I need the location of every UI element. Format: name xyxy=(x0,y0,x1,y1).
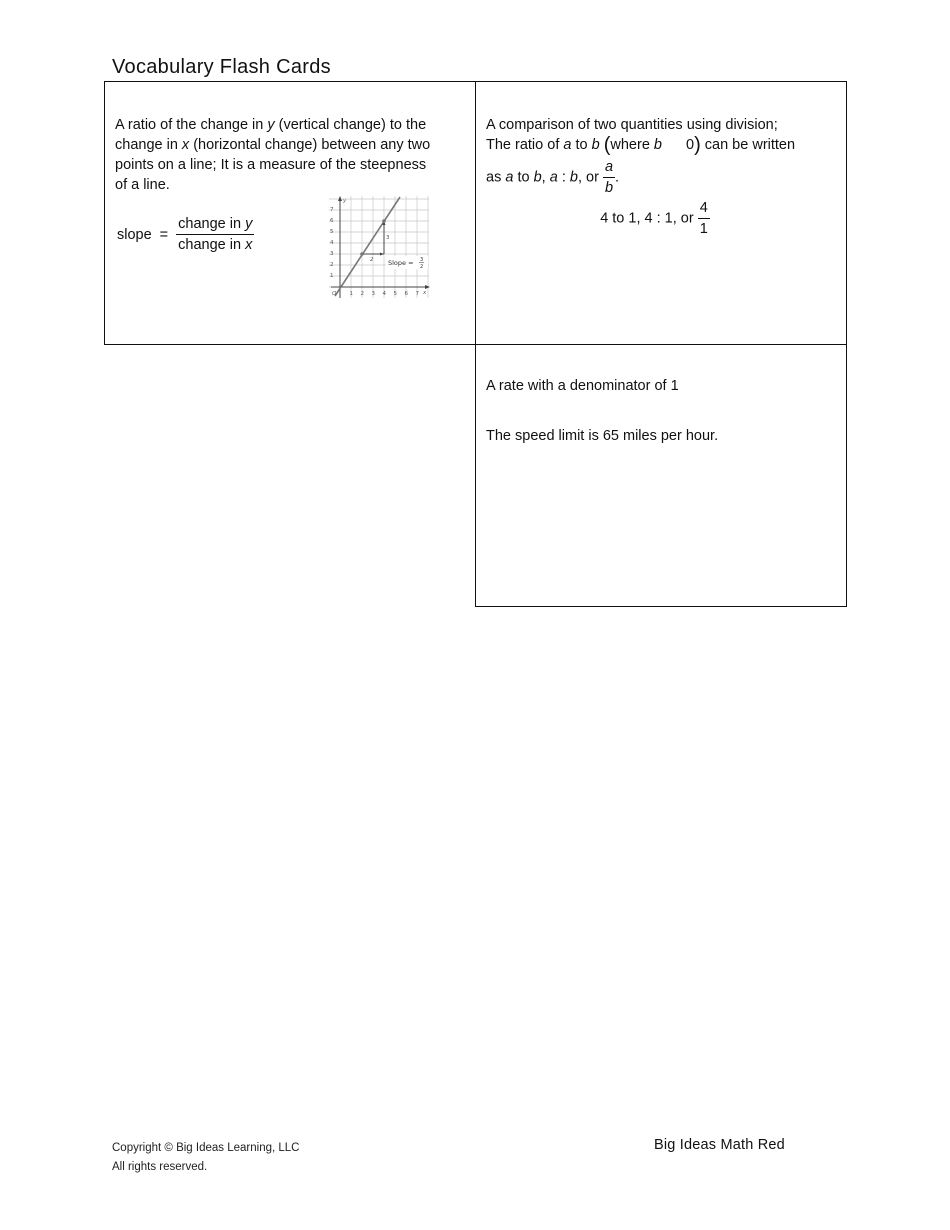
x-tick-label: 1 xyxy=(349,291,353,297)
x-axis-label: x xyxy=(423,290,427,296)
x-tick-label: 3 xyxy=(371,291,375,297)
y-tick-label: 6 xyxy=(330,218,334,224)
x-tick-label: 4 xyxy=(382,291,386,297)
y-tick-label: 3 xyxy=(330,251,334,257)
slope-definition: A ratio of the change in y (vertical change) to the change in x (horizontal change) between any two points on a line; It is a measure of the steepness of a line. xyxy=(115,117,431,193)
ratio-definition: A comparison of two quantities using division; The ratio of a to b (where b 0) can be written xyxy=(486,117,796,156)
y-axis-label: y xyxy=(343,198,347,204)
footer-book-title: Big Ideas Math Red xyxy=(654,1137,785,1153)
footer-copyright: Copyright © Big Ideas Learning, LLC All rights reserved. xyxy=(112,1142,300,1173)
slope-fraction: $\frac{\text{change in y}}{\text{change in x}}$ xyxy=(178,216,253,253)
ratio-notation: as a to b, a : b, or $\frac{a}{b}$ . xyxy=(486,159,620,196)
slope-graph xyxy=(327,196,431,300)
slope-graph-text: Slope = xyxy=(388,259,414,267)
x-tick-label: 2 xyxy=(360,291,364,297)
flash-card-ratio xyxy=(475,81,847,345)
x-tick-label: 6 xyxy=(404,291,408,297)
ratio-fraction: $\frac{a}{b}$ xyxy=(604,159,614,196)
slope-line xyxy=(335,197,400,296)
x-tick-label: 7 xyxy=(415,291,419,297)
y-tick-label: 4 xyxy=(330,240,334,246)
unit-rate-example: The speed limit is 65 miles per hour. xyxy=(486,428,719,444)
slope-formula: slope = $\frac{\text{change in y}}{\text{change in x}}$ xyxy=(117,216,253,253)
y-tick-label: 5 xyxy=(330,229,334,235)
ratio-example-fraction: $\frac{4}{1}$ xyxy=(699,200,708,237)
x-tick-label: 5 xyxy=(393,291,397,297)
unit-rate-definition: A rate with a denominator of 1 xyxy=(486,378,679,394)
y-tick-label: 7 xyxy=(330,207,334,213)
flash-card-unit-rate xyxy=(475,344,847,607)
run-label: 2 xyxy=(370,257,374,263)
y-tick-label: 2 xyxy=(330,262,334,268)
slope-graph-den: 2 xyxy=(420,264,424,270)
ratio-example: 4 to 1, 4 : 1, or $\frac{4}{1}$ xyxy=(600,200,708,237)
rise-label: 3 xyxy=(386,235,390,241)
page-title: Vocabulary Flash Cards xyxy=(112,56,331,78)
slope-graph-num: 3 xyxy=(420,257,424,263)
flash-card-slope xyxy=(104,81,476,345)
origin-label: O xyxy=(332,291,337,297)
y-tick-label: 1 xyxy=(330,273,334,279)
